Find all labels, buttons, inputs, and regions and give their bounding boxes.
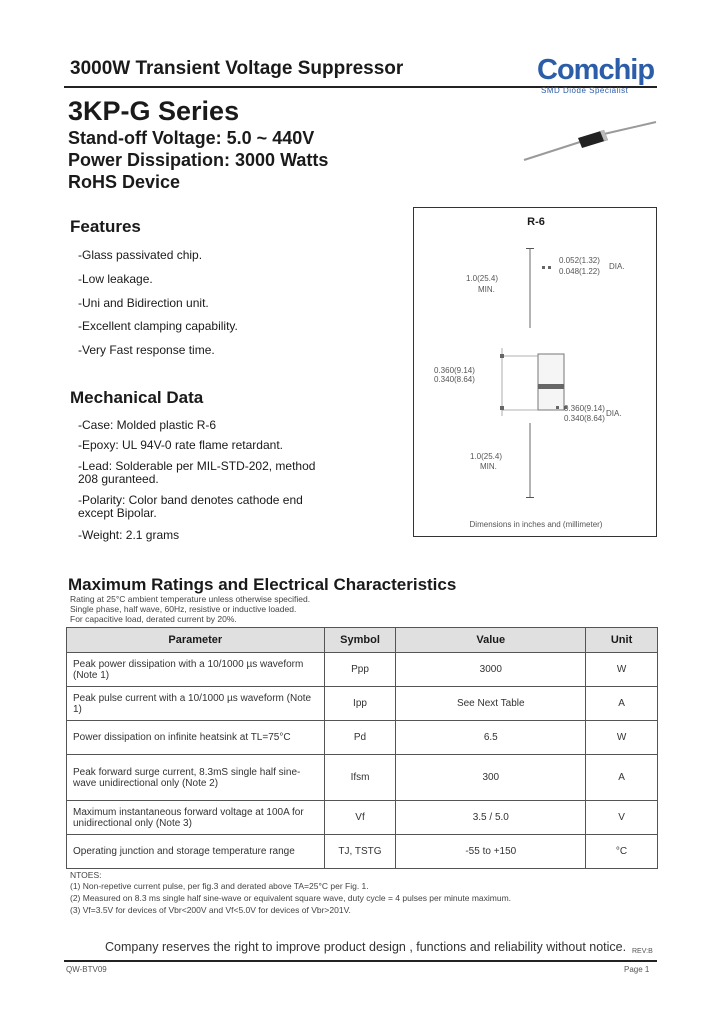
package-label: R-6 <box>527 216 545 228</box>
feature-item: -Very Fast response time. <box>78 343 215 357</box>
diagram-caption: Dimensions in inches and (millimeter) <box>469 520 603 529</box>
table-row <box>67 653 658 687</box>
footnote: (1) Non-repetive current pulse, per fig.3 and derated above TA=25°C per Fig. 1. <box>70 881 369 891</box>
company-logo: Comchip <box>537 54 655 86</box>
value-cell: 3000 <box>396 653 586 687</box>
dim-dia-label: DIA. <box>609 262 625 271</box>
unit-cell: W <box>586 721 658 755</box>
symbol-cell: Pd <box>324 721 396 755</box>
package-diagram-box <box>413 207 657 537</box>
ratings-heading: Maximum Ratings and Electrical Characteristics <box>68 575 457 594</box>
value-cell: 6.5 <box>396 721 586 755</box>
footnote: (3) Vf=3.5V for devices of Vbr<200V and Vf<5.0V for devices of Vbr>201V. <box>70 905 351 915</box>
unit-cell: A <box>586 755 658 801</box>
subtitle-power: Power Dissipation: 3000 Watts <box>68 150 329 170</box>
param-cell: Maximum instantaneous forward voltage at 100A for unidirectional only (Note 3) <box>67 801 325 835</box>
symbol-cell: Ifsm <box>324 755 396 801</box>
table-row <box>67 835 658 869</box>
value-cell: -55 to +150 <box>396 835 586 869</box>
unit-cell: V <box>586 801 658 835</box>
dim-lead-dia-min: 0.048(1.22) <box>559 267 600 276</box>
page-number: Page 1 <box>624 965 650 974</box>
unit-cell: A <box>586 687 658 721</box>
subtitle-rohs: RoHS Device <box>68 172 181 192</box>
dim-body-dia-max: 0.360(9.14) <box>564 404 605 413</box>
dim-lead-dia-max: 0.052(1.32) <box>559 256 600 265</box>
feature-item: -Glass passivated chip. <box>78 248 203 262</box>
feature-item: -Excellent clamping capability. <box>78 319 238 333</box>
dim-body-dia-label: DIA. <box>606 409 622 418</box>
mechanical-item: 208 guranteed. <box>78 472 159 486</box>
document-code: QW-BTV09 <box>66 965 107 974</box>
unit-cell: W <box>586 653 658 687</box>
ratings-note: Rating at 25°C ambient temperature unless otherwise specified. <box>70 594 311 604</box>
value-cell: 3.5 / 5.0 <box>396 801 586 835</box>
mechanical-heading: Mechanical Data <box>70 388 204 407</box>
table-row <box>67 801 658 835</box>
param-cell: Peak pulse current with a 10/1000 µs waveform (Note 1) <box>67 687 325 721</box>
symbol-cell: TJ, TSTG <box>324 835 396 869</box>
table-row <box>67 755 658 801</box>
mechanical-item: -Weight: 2.1 grams <box>78 528 180 542</box>
column-header: Value <box>396 628 586 653</box>
dim-min-label-bottom: MIN. <box>480 462 497 471</box>
dim-lead-len-top: 1.0(25.4) <box>466 274 499 283</box>
revision-label: REV:B <box>632 948 653 955</box>
param-cell: Operating junction and storage temperature range <box>67 835 325 869</box>
footer-statement: Company reserves the right to improve product design , functions and reliability without notice. <box>105 940 627 954</box>
symbol-cell: Ipp <box>324 687 396 721</box>
param-cell: Power dissipation on infinite heatsink at TL=75°C <box>67 721 325 755</box>
value-cell: See Next Table <box>396 687 586 721</box>
feature-item: -Low leakage. <box>78 272 153 286</box>
unit-cell: °C <box>586 835 658 869</box>
feature-item: -Uni and Bidirection unit. <box>78 296 209 310</box>
diode-illustration <box>520 120 660 164</box>
dim-lead-len-bottom: 1.0(25.4) <box>470 452 503 461</box>
mechanical-item: -Case: Molded plastic R-6 <box>78 418 217 432</box>
column-header: Parameter <box>67 628 325 653</box>
ratings-table <box>66 627 658 869</box>
dim-min-label: MIN. <box>478 285 495 294</box>
features-heading: Features <box>70 217 141 236</box>
mechanical-item: except Bipolar. <box>78 506 157 520</box>
ratings-note: Single phase, half wave, 60Hz, resistive or inductive loaded. <box>70 604 297 614</box>
column-header: Unit <box>586 628 658 653</box>
document-title: 3000W Transient Voltage Suppressor <box>70 58 404 79</box>
mechanical-item: -Lead: Solderable per MIL-STD-202, method <box>78 459 316 473</box>
param-cell: Peak forward surge current, 8.3mS single half sine-wave unidirectional only (Note 2) <box>67 755 325 801</box>
dim-body-len-min: 0.340(8.64) <box>434 375 475 384</box>
series-title: 3KP-G Series <box>68 96 240 126</box>
symbol-cell: Ppp <box>324 653 396 687</box>
symbol-cell: Vf <box>324 801 396 835</box>
footnote-heading: NTOES: <box>70 870 102 880</box>
param-cell: Peak power dissipation with a 10/1000 µs waveform (Note 1) <box>67 653 325 687</box>
subtitle-standoff: Stand-off Voltage: 5.0 ~ 440V <box>68 128 315 148</box>
company-tagline: SMD Diode Specialist <box>541 86 629 95</box>
mechanical-item: -Epoxy: UL 94V-0 rate flame retardant. <box>78 438 283 452</box>
dim-body-len-max: 0.360(9.14) <box>434 366 475 375</box>
value-cell: 300 <box>396 755 586 801</box>
footnote: (2) Measured on 8.3 ms single half sine-wave or equivalent square wave, duty cycle = 4 pulses per minute maximum. <box>70 893 512 903</box>
mechanical-item: -Polarity: Color band denotes cathode end <box>78 493 303 507</box>
table-row <box>67 721 658 755</box>
column-header: Symbol <box>324 628 396 653</box>
table-row <box>67 687 658 721</box>
ratings-note: For capacitive load, derated current by 20%. <box>70 614 237 624</box>
footer-rule <box>64 960 657 962</box>
dim-body-dia-min: 0.340(8.64) <box>564 414 605 423</box>
table-header-row <box>67 628 658 653</box>
